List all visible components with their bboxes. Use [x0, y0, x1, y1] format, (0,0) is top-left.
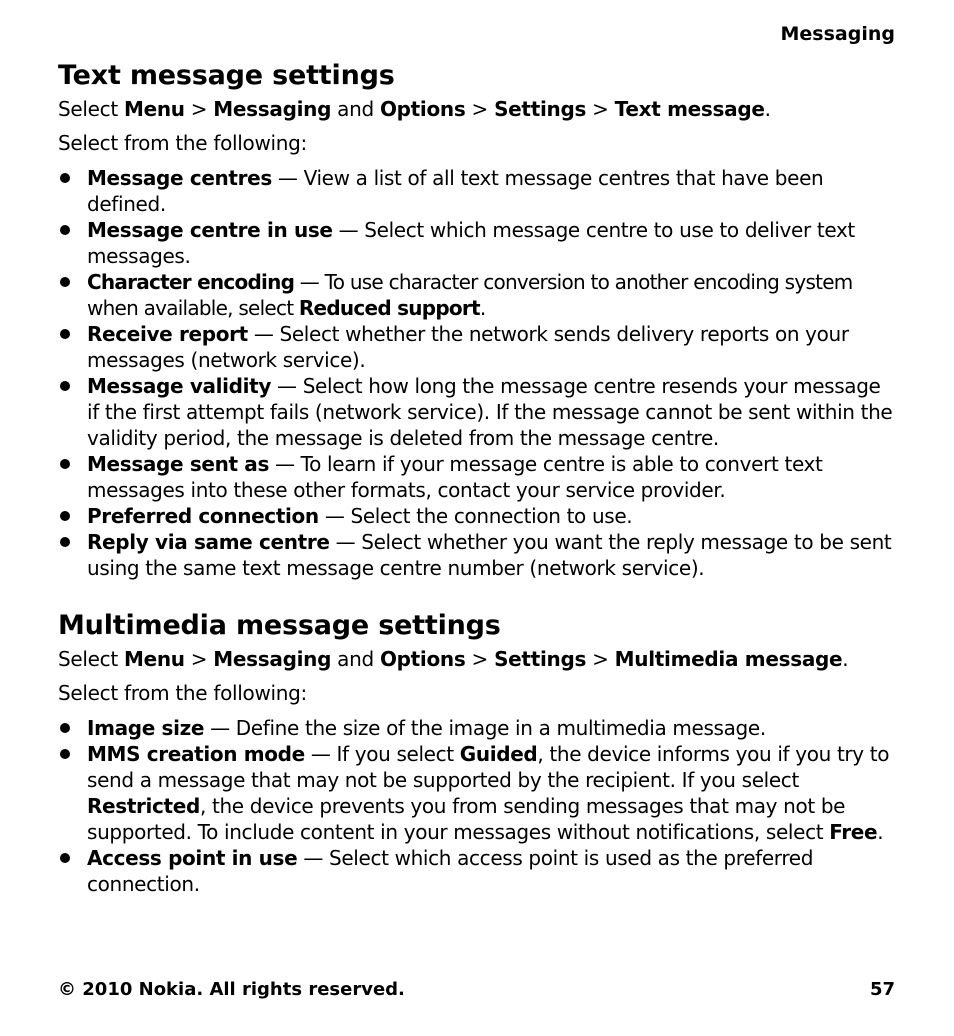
option-list	[58, 165, 898, 581]
option-desc: — Select whether the network sends delivery reports on your messages (network service).	[87, 322, 849, 372]
multimedia-message-settings-section	[58, 606, 898, 897]
section-heading: Multimedia message settings	[58, 610, 501, 641]
path-messaging: Messaging	[213, 97, 332, 121]
list-item: MMS creation mode — If you select Guided, the device informs you if you try to send a message that may not be supported by the recipient. If you select Restricted, the device prevents you from sending messages that may not be supported. To include content in your messages without notifications, select Free.	[58, 741, 898, 845]
option-desc: — Define the size of the image in a multimedia message.	[204, 716, 766, 740]
list-item	[58, 451, 898, 503]
bullet-icon	[60, 329, 70, 339]
option-term: MMS creation mode	[87, 742, 305, 766]
option-desc: — Select which message centre to use to deliver text messages.	[87, 218, 855, 268]
option-value: Restricted	[87, 794, 200, 818]
option-desc: — To learn if your message centre is able to convert text messages into these other formats, contact your service provider.	[87, 452, 823, 502]
intro-text: Select from the following:	[58, 131, 307, 155]
bullet-icon	[60, 173, 70, 183]
bullet-icon	[60, 537, 70, 547]
option-value: Free	[829, 820, 878, 844]
section-heading: Text message settings	[58, 60, 395, 91]
path-target: Multimedia message	[614, 647, 843, 671]
bullet-icon	[60, 277, 70, 287]
option-desc: — Select how long the message centre resends your message if the first attempt fails (network service). If the message cannot be sent within the validity period, the message is deleted from the message centre.	[87, 374, 893, 450]
path-menu: Menu	[123, 97, 185, 121]
path-settings: Settings	[494, 647, 587, 671]
option-term: Reply via same centre	[87, 530, 330, 554]
list-item	[58, 217, 898, 269]
bullet-icon	[60, 225, 70, 235]
option-desc: — Select the connection to use.	[318, 504, 633, 528]
list-item	[58, 503, 898, 529]
option-term: Preferred connection	[87, 504, 319, 528]
option-term: Message centre in use	[87, 218, 333, 242]
option-term: Image size	[87, 716, 205, 740]
copyright-notice: © 2010 Nokia. All rights reserved.	[58, 979, 405, 1000]
text-message-settings-section	[58, 56, 898, 581]
bullet-icon	[60, 511, 70, 521]
option-value: Reduced support	[298, 296, 480, 320]
option-term: Access point in use	[87, 846, 298, 870]
option-desc: — To use character conversion to another encoding system when available, select	[87, 270, 853, 320]
option-term: Message centres	[87, 166, 272, 190]
list-item	[58, 715, 898, 741]
path-options: Options	[379, 647, 466, 671]
path-messaging: Messaging	[213, 647, 332, 671]
menu-path: Select Menu > Messaging and Options > Settings > Multimedia message.	[58, 647, 849, 671]
list-item	[58, 165, 898, 217]
list-item: Character encoding — To use character conversion to another encoding system when available, select Reduced support.	[58, 269, 898, 321]
bullet-icon	[60, 749, 70, 759]
bullet-icon	[60, 853, 70, 863]
path-options: Options	[379, 97, 466, 121]
option-desc: — Select whether you want the reply message to be sent using the same text message centre number (network service).	[87, 530, 892, 580]
path-target: Text message	[614, 97, 765, 121]
option-value: Guided	[459, 742, 538, 766]
list-item	[58, 373, 898, 451]
bullet-icon	[60, 459, 70, 469]
option-term: Message sent as	[87, 452, 269, 476]
option-list	[58, 715, 898, 897]
list-item	[58, 845, 898, 897]
menu-path: Select Menu > Messaging and Options > Settings > Text message.	[58, 97, 771, 121]
option-desc: — View a list of all text message centres that have been defined.	[87, 166, 824, 216]
path-settings: Settings	[494, 97, 587, 121]
option-term: Message validity	[87, 374, 272, 398]
option-desc: — Select which access point is used as the preferred connection.	[87, 846, 814, 896]
bullet-icon	[60, 381, 70, 391]
bullet-icon	[60, 723, 70, 733]
list-item	[58, 529, 898, 581]
intro-text: Select from the following:	[58, 681, 307, 705]
option-term: Receive report	[87, 322, 248, 346]
list-item	[58, 321, 898, 373]
running-header: Messaging	[780, 23, 895, 45]
option-term: Character encoding	[87, 270, 295, 294]
path-menu: Menu	[123, 647, 185, 671]
page-content	[58, 56, 898, 897]
page-number: 57	[869, 979, 895, 1000]
